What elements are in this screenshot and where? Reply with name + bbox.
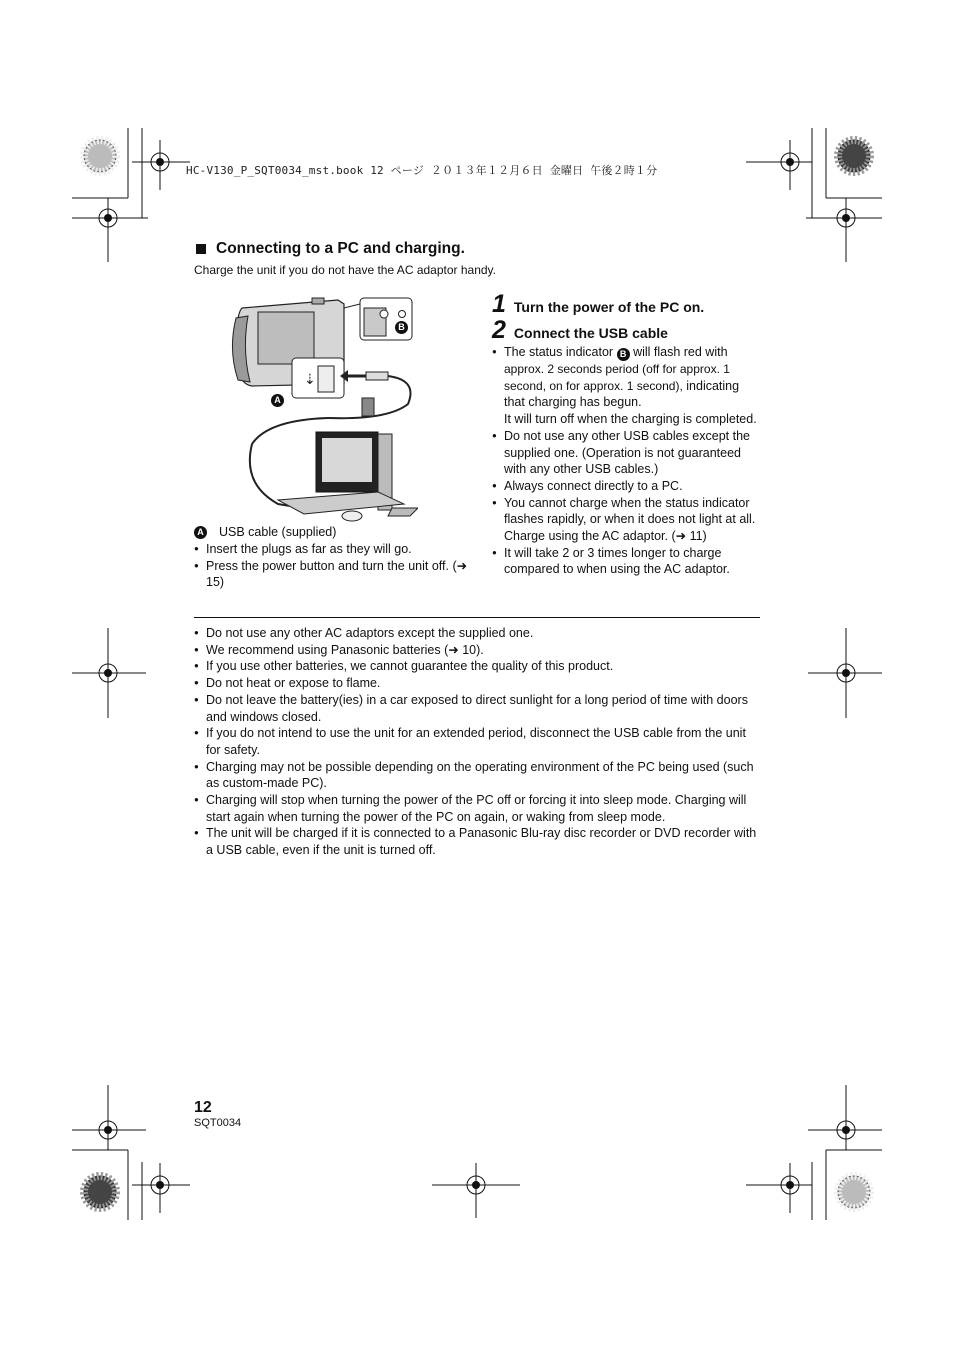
label-b-badge: B: [395, 321, 408, 334]
figure-caption: [194, 525, 336, 539]
section-title-text: Connecting to a PC and charging.: [216, 240, 465, 257]
figure-bullets: [194, 541, 469, 591]
list-item: ● The unit will be charged if it is connected to a Panasonic Blu-ray disc recorder or DVD recorder with a USB cable, even if the unit is turned off.: [194, 825, 760, 858]
label-a-badge: A: [271, 394, 284, 407]
list-item: ● Do not leave the battery(ies) in a car exposed to direct sunlight for a long period of time with doors and windows closed.: [194, 692, 760, 725]
camcorder-pc-illustration: [228, 294, 418, 524]
section-title: [196, 240, 465, 258]
step-text: Turn the power of the PC on.: [513, 299, 705, 315]
step-number: 1: [492, 290, 506, 318]
step-2: [492, 316, 668, 345]
section-divider: [194, 617, 760, 618]
list-item: ● We recommend using Panasonic batteries (➜ 10).: [194, 642, 760, 659]
list-item: ● You cannot charge when the status indicator flashes rapidly, or when it does not light at all. Charge using the AC adaptor. (➜ 11): [492, 495, 757, 545]
label-b-badge-inline: B: [617, 348, 630, 361]
print-header: HC-V130_P_SQT0034_mst.book 12 ページ ２０１３年１２月６日 金曜日 午後２時１分: [186, 164, 658, 177]
list-item: ● If you do not intend to use the unit for an extended period, disconnect the USB cable from the unit for safety.: [194, 725, 760, 758]
step-1: [492, 290, 704, 319]
document-code: SQT0034: [194, 1117, 242, 1129]
list-item: ● Charging will stop when turning the power of the PC off or forcing it into sleep mode. Charging will start again when turning the power of the PC on again, or waking from sleep mode.: [194, 792, 760, 825]
list-item: ● Do not use any other AC adaptors except the supplied one.: [194, 625, 760, 642]
list-item: ● It will take 2 or 3 times longer to charge compared to when using the AC adaptor.: [492, 545, 757, 578]
list-item: ● Charging may not be possible depending on the operating environment of the PC being used (such as custom-made PC).: [194, 759, 760, 792]
list-item: ● Always connect directly to a PC.: [492, 478, 757, 495]
step-text: Connect the USB cable: [513, 325, 668, 341]
figure-caption-text: USB cable (supplied): [219, 525, 337, 539]
list-item: ● Do not use any other USB cables except the supplied one. (Operation is not guaranteed with any other USB cables.): [492, 428, 757, 478]
list-item: ● Insert the plugs as far as they will go.: [194, 541, 469, 558]
step2-bullets: [492, 344, 757, 578]
list-item: ● Do not heat or expose to flame.: [194, 675, 760, 692]
list-item: ● If you use other batteries, we cannot guarantee the quality of this product.: [194, 658, 760, 675]
section-intro: Charge the unit if you do not have the AC adaptor handy.: [194, 263, 496, 277]
list-item: ● The status indicator B will flash red with approx. 2 seconds period (off for approx. 1 second, on for approx. 1 second), indicating that charging has begun. It will turn off when the charging is completed.: [492, 344, 757, 428]
list-item: ● Press the power button and turn the unit off. (➜ 15): [194, 558, 469, 591]
step-number: 2: [492, 316, 506, 344]
page-number: 12: [194, 1099, 212, 1116]
svg-text:⇣: ⇣: [304, 372, 316, 388]
square-bullet-icon: [196, 244, 206, 254]
notes-list: [194, 625, 760, 859]
label-a-badge-caption: A: [194, 526, 207, 539]
